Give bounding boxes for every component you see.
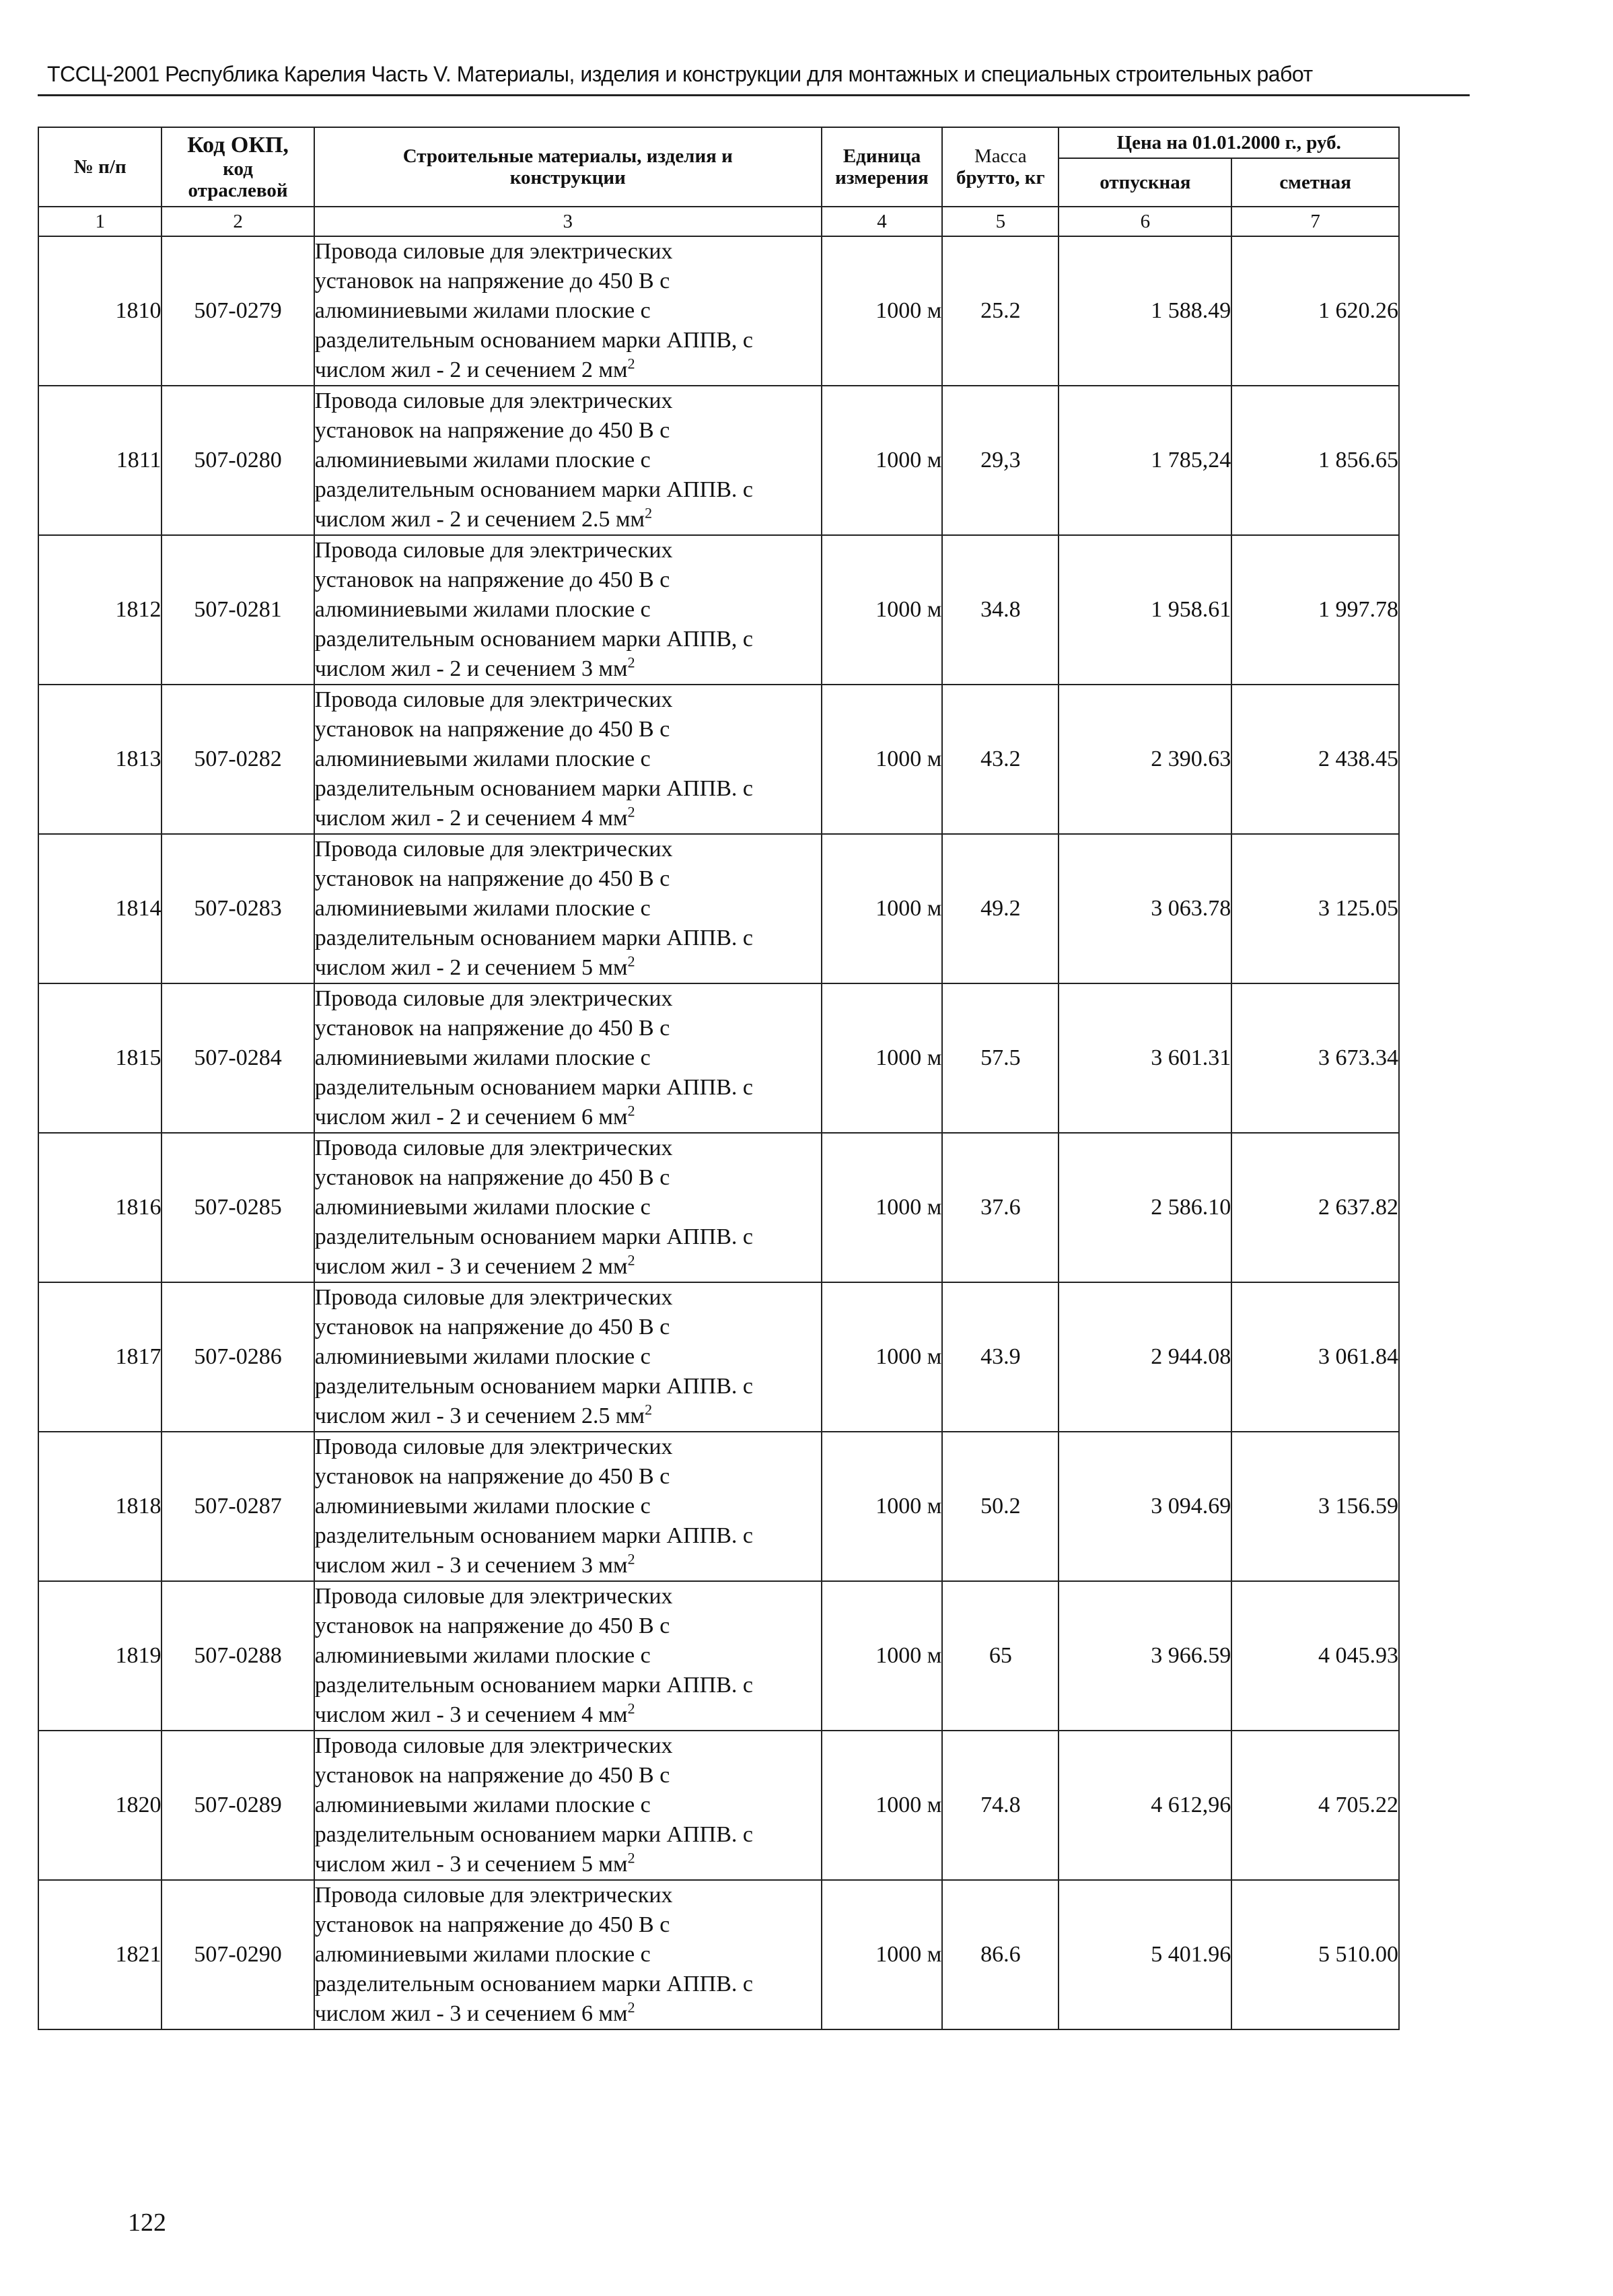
superscript: 2 (627, 952, 635, 970)
gross-mass: 86.6 (942, 1880, 1059, 2029)
header-unit: Единица измерения (822, 127, 942, 207)
superscript: 2 (627, 1849, 635, 1867)
description-line: разделительным основанием марки АППВ. с (314, 1374, 753, 1399)
unit: 1000 м (822, 236, 942, 386)
table-row (38, 983, 1399, 1133)
price-table (38, 127, 1400, 2030)
price-estimate: 1 997.78 (1231, 535, 1399, 685)
gross-mass: 74.8 (942, 1731, 1059, 1880)
description-line: установок на напряжение до 450 В с (314, 866, 670, 891)
okp-code: 507-0279 (162, 236, 314, 386)
okp-code: 507-0280 (162, 386, 314, 535)
description-line: разделительным основанием марки АППВ. с (314, 477, 753, 502)
unit: 1000 м (822, 386, 942, 535)
table-row (38, 1581, 1399, 1731)
description-line: разделительным основанием марки АППВ, с (314, 328, 753, 353)
price-release: 1 958.61 (1059, 535, 1231, 685)
table-row (38, 386, 1399, 535)
row-number: 1813 (38, 685, 162, 834)
description-line: алюминиевыми жилами плоские с (314, 1344, 651, 1369)
superscript: 2 (627, 654, 635, 671)
gross-mass: 65 (942, 1581, 1059, 1731)
unit: 1000 м (822, 535, 942, 685)
table-row (38, 685, 1399, 834)
table-row (38, 1282, 1399, 1432)
description-line: установок на напряжение до 450 В с (314, 567, 670, 592)
row-number: 1814 (38, 834, 162, 983)
description-line: разделительным основанием марки АППВ. с (314, 776, 753, 801)
description-line: Провода силовые для электрических (314, 1883, 673, 1908)
row-number: 1816 (38, 1133, 162, 1282)
description-line: разделительным основанием марки АППВ. с (314, 1523, 753, 1548)
description-line: установок на напряжение до 450 В с (314, 1016, 670, 1041)
okp-code: 507-0286 (162, 1282, 314, 1432)
price-release: 3 601.31 (1059, 983, 1231, 1133)
description-line: алюминиевыми жилами плоские с (314, 746, 651, 771)
header-name: Строительные материалы, изделия и конструкции (314, 127, 822, 207)
unit: 1000 м (822, 1731, 942, 1880)
okp-code: 507-0282 (162, 685, 314, 834)
table-row (38, 1133, 1399, 1282)
description-line: разделительным основанием марки АППВ. с (314, 1822, 753, 1847)
description-line: установок на напряжение до 450 В с (314, 1613, 670, 1638)
description-line: Провода силовые для электрических (314, 239, 673, 264)
description-line: разделительным основанием марки АППВ. с (314, 1075, 753, 1100)
okp-code: 507-0287 (162, 1432, 314, 1581)
description-line: числом жил - 3 и сечением 2 $мм^2$ (314, 1251, 635, 1279)
price-estimate: 3 125.05 (1231, 834, 1399, 983)
gross-mass: 34.8 (942, 535, 1059, 685)
row-number: 1812 (38, 535, 162, 685)
price-estimate: 5 510.00 (1231, 1880, 1399, 2029)
material-description (314, 1282, 822, 1432)
material-description (314, 1581, 822, 1731)
description-line: алюминиевыми жилами плоские с (314, 1045, 651, 1070)
table-row (38, 1880, 1399, 2029)
price-estimate: 3 061.84 (1231, 1282, 1399, 1432)
price-estimate: 3 673.34 (1231, 983, 1399, 1133)
material-description (314, 834, 822, 983)
superscript: 2 (627, 1102, 635, 1119)
superscript: 2 (645, 1401, 653, 1418)
row-number: 1821 (38, 1880, 162, 2029)
description-line: числом жил - 3 и сечением 2.5 $мм^2$ (314, 1401, 653, 1428)
description-line: установок на напряжение до 450 В с (314, 1912, 670, 1937)
column-number: 4 (822, 207, 942, 236)
row-number: 1810 (38, 236, 162, 386)
gross-mass: 43.9 (942, 1282, 1059, 1432)
description-line: числом жил - 3 и сечением 4 $мм^2$ (314, 1700, 635, 1727)
gross-mass: 37.6 (942, 1133, 1059, 1282)
description-line: алюминиевыми жилами плоские с (314, 1494, 651, 1519)
column-number-row (38, 207, 1399, 236)
description-line: Провода силовые для электрических (314, 1285, 673, 1310)
unit: 1000 м (822, 834, 942, 983)
description-line: установок на напряжение до 450 В с (314, 1165, 670, 1190)
row-number: 1815 (38, 983, 162, 1133)
description-line: разделительным основанием марки АППВ. с (314, 1673, 753, 1698)
material-description (314, 535, 822, 685)
description-line: числом жил - 3 и сечением 6 $мм^2$ (314, 1998, 635, 2026)
description-line: алюминиевыми жилами плоские с (314, 1793, 651, 1817)
unit: 1000 м (822, 1133, 942, 1282)
description-line: Провода силовые для электрических (314, 388, 673, 413)
material-description (314, 1731, 822, 1880)
okp-code: 507-0285 (162, 1133, 314, 1282)
column-number: 2 (162, 207, 314, 236)
description-line: установок на напряжение до 450 В с (314, 1464, 670, 1489)
table-row (38, 1432, 1399, 1581)
gross-mass: 29,3 (942, 386, 1059, 535)
unit: 1000 м (822, 1880, 942, 2029)
okp-code: 507-0288 (162, 1581, 314, 1731)
superscript: 2 (627, 1550, 635, 1568)
superscript: 2 (627, 1251, 635, 1269)
row-number: 1818 (38, 1432, 162, 1581)
row-number: 1811 (38, 386, 162, 535)
description-line: Провода силовые для электрических (314, 538, 673, 563)
okp-code: 507-0289 (162, 1731, 314, 1880)
description-line: Провода силовые для электрических (314, 1136, 673, 1160)
okp-code: 507-0283 (162, 834, 314, 983)
column-number: 7 (1231, 207, 1399, 236)
gross-mass: 43.2 (942, 685, 1059, 834)
document-header: ТССЦ-2001 Республика Карелия Часть V. Материалы, изделия и конструкции для монтажных и специальных строительных работ (47, 62, 1313, 86)
row-number: 1817 (38, 1282, 162, 1432)
description-line: разделительным основанием марки АППВ. с (314, 1972, 753, 1996)
description-line: алюминиевыми жилами плоские с (314, 298, 651, 323)
description-line: числом жил - 2 и сечением 3 $мм^2$ (314, 654, 635, 681)
description-line: алюминиевыми жилами плоские с (314, 1942, 651, 1967)
header-price-release: отпускная (1059, 158, 1231, 207)
description-line: числом жил - 3 и сечением 5 $мм^2$ (314, 1849, 635, 1877)
gross-mass: 50.2 (942, 1432, 1059, 1581)
table-row (38, 1731, 1399, 1880)
material-description (314, 685, 822, 834)
description-line: Провода силовые для электрических (314, 837, 673, 862)
gross-mass: 57.5 (942, 983, 1059, 1133)
material-description (314, 1432, 822, 1581)
price-estimate: 3 156.59 (1231, 1432, 1399, 1581)
superscript: 2 (627, 803, 635, 821)
description-line: Провода силовые для электрических (314, 1733, 673, 1758)
okp-code: 507-0281 (162, 535, 314, 685)
description-line: алюминиевыми жилами плоские с (314, 1195, 651, 1220)
material-description (314, 1133, 822, 1282)
description-line: Провода силовые для электрических (314, 986, 673, 1011)
column-number: 5 (942, 207, 1059, 236)
okp-code: 507-0284 (162, 983, 314, 1133)
material-description (314, 236, 822, 386)
column-number: 6 (1059, 207, 1231, 236)
description-line: установок на напряжение до 450 В с (314, 269, 670, 293)
description-line: Провода силовые для электрических (314, 1584, 673, 1609)
description-line: разделительным основанием марки АППВ. с (314, 1224, 753, 1249)
unit: 1000 м (822, 685, 942, 834)
price-release: 1 588.49 (1059, 236, 1231, 386)
description-line: алюминиевыми жилами плоские с (314, 1643, 651, 1668)
header-mass: Масса брутто, кг (942, 127, 1059, 207)
table-row (38, 535, 1399, 685)
description-line: разделительным основанием марки АППВ, с (314, 627, 753, 652)
price-estimate: 2 438.45 (1231, 685, 1399, 834)
superscript: 2 (627, 1700, 635, 1717)
price-release: 3 063.78 (1059, 834, 1231, 983)
header-rule (38, 94, 1470, 96)
description-line: алюминиевыми жилами плоские с (314, 448, 651, 473)
table-row (38, 236, 1399, 386)
price-estimate: 1 856.65 (1231, 386, 1399, 535)
unit: 1000 м (822, 1432, 942, 1581)
description-line: числом жил - 2 и сечением 5 $мм^2$ (314, 952, 635, 980)
unit: 1000 м (822, 983, 942, 1133)
description-line: установок на напряжение до 450 В с (314, 717, 670, 742)
description-line: установок на напряжение до 450 В с (314, 418, 670, 443)
description-line: Провода силовые для электрических (314, 687, 673, 712)
price-release: 4 612,96 (1059, 1731, 1231, 1880)
description-line: Провода силовые для электрических (314, 1434, 673, 1459)
price-release: 2 944.08 (1059, 1282, 1231, 1432)
price-release: 5 401.96 (1059, 1880, 1231, 2029)
description-line: установок на напряжение до 450 В с (314, 1315, 670, 1340)
description-line: числом жил - 2 и сечением 2 $мм^2$ (314, 355, 635, 382)
price-release: 2 586.10 (1059, 1133, 1231, 1282)
superscript: 2 (627, 355, 635, 372)
material-description (314, 983, 822, 1133)
page-number: 122 (128, 2208, 166, 2237)
header-price-group: Цена на 01.01.2000 г., руб. (1059, 127, 1399, 158)
unit: 1000 м (822, 1581, 942, 1731)
price-release: 1 785,24 (1059, 386, 1231, 535)
price-release: 3 094.69 (1059, 1432, 1231, 1581)
description-line: алюминиевыми жилами плоские с (314, 896, 651, 921)
okp-code: 507-0290 (162, 1880, 314, 2029)
material-description (314, 386, 822, 535)
description-line: числом жил - 2 и сечением 4 $мм^2$ (314, 803, 635, 831)
description-line: алюминиевыми жилами плоские с (314, 597, 651, 622)
gross-mass: 25.2 (942, 236, 1059, 386)
description-line: числом жил - 2 и сечением 2.5 $мм^2$ (314, 504, 653, 532)
superscript: 2 (627, 1998, 635, 2016)
description-line: разделительным основанием марки АППВ. с (314, 926, 753, 950)
description-line: числом жил - 2 и сечением 6 $мм^2$ (314, 1102, 635, 1129)
table-row (38, 834, 1399, 983)
price-release: 3 966.59 (1059, 1581, 1231, 1731)
description-line: числом жил - 3 и сечением 3 $мм^2$ (314, 1550, 635, 1578)
table-head (38, 127, 1399, 236)
material-description (314, 1880, 822, 2029)
column-number: 3 (314, 207, 822, 236)
price-estimate: 4 045.93 (1231, 1581, 1399, 1731)
header-code: Код ОКП, код отраслевой (162, 127, 314, 207)
price-estimate: 1 620.26 (1231, 236, 1399, 386)
row-number: 1819 (38, 1581, 162, 1731)
header-price-estimate: сметная (1231, 158, 1399, 207)
price-estimate: 4 705.22 (1231, 1731, 1399, 1880)
header-no: № п/п (38, 127, 162, 207)
table-body (38, 236, 1399, 2029)
price-release: 2 390.63 (1059, 685, 1231, 834)
description-line: установок на напряжение до 450 В с (314, 1763, 670, 1788)
unit: 1000 м (822, 1282, 942, 1432)
price-estimate: 2 637.82 (1231, 1133, 1399, 1282)
column-number: 1 (38, 207, 162, 236)
row-number: 1820 (38, 1731, 162, 1880)
superscript: 2 (645, 504, 653, 522)
gross-mass: 49.2 (942, 834, 1059, 983)
